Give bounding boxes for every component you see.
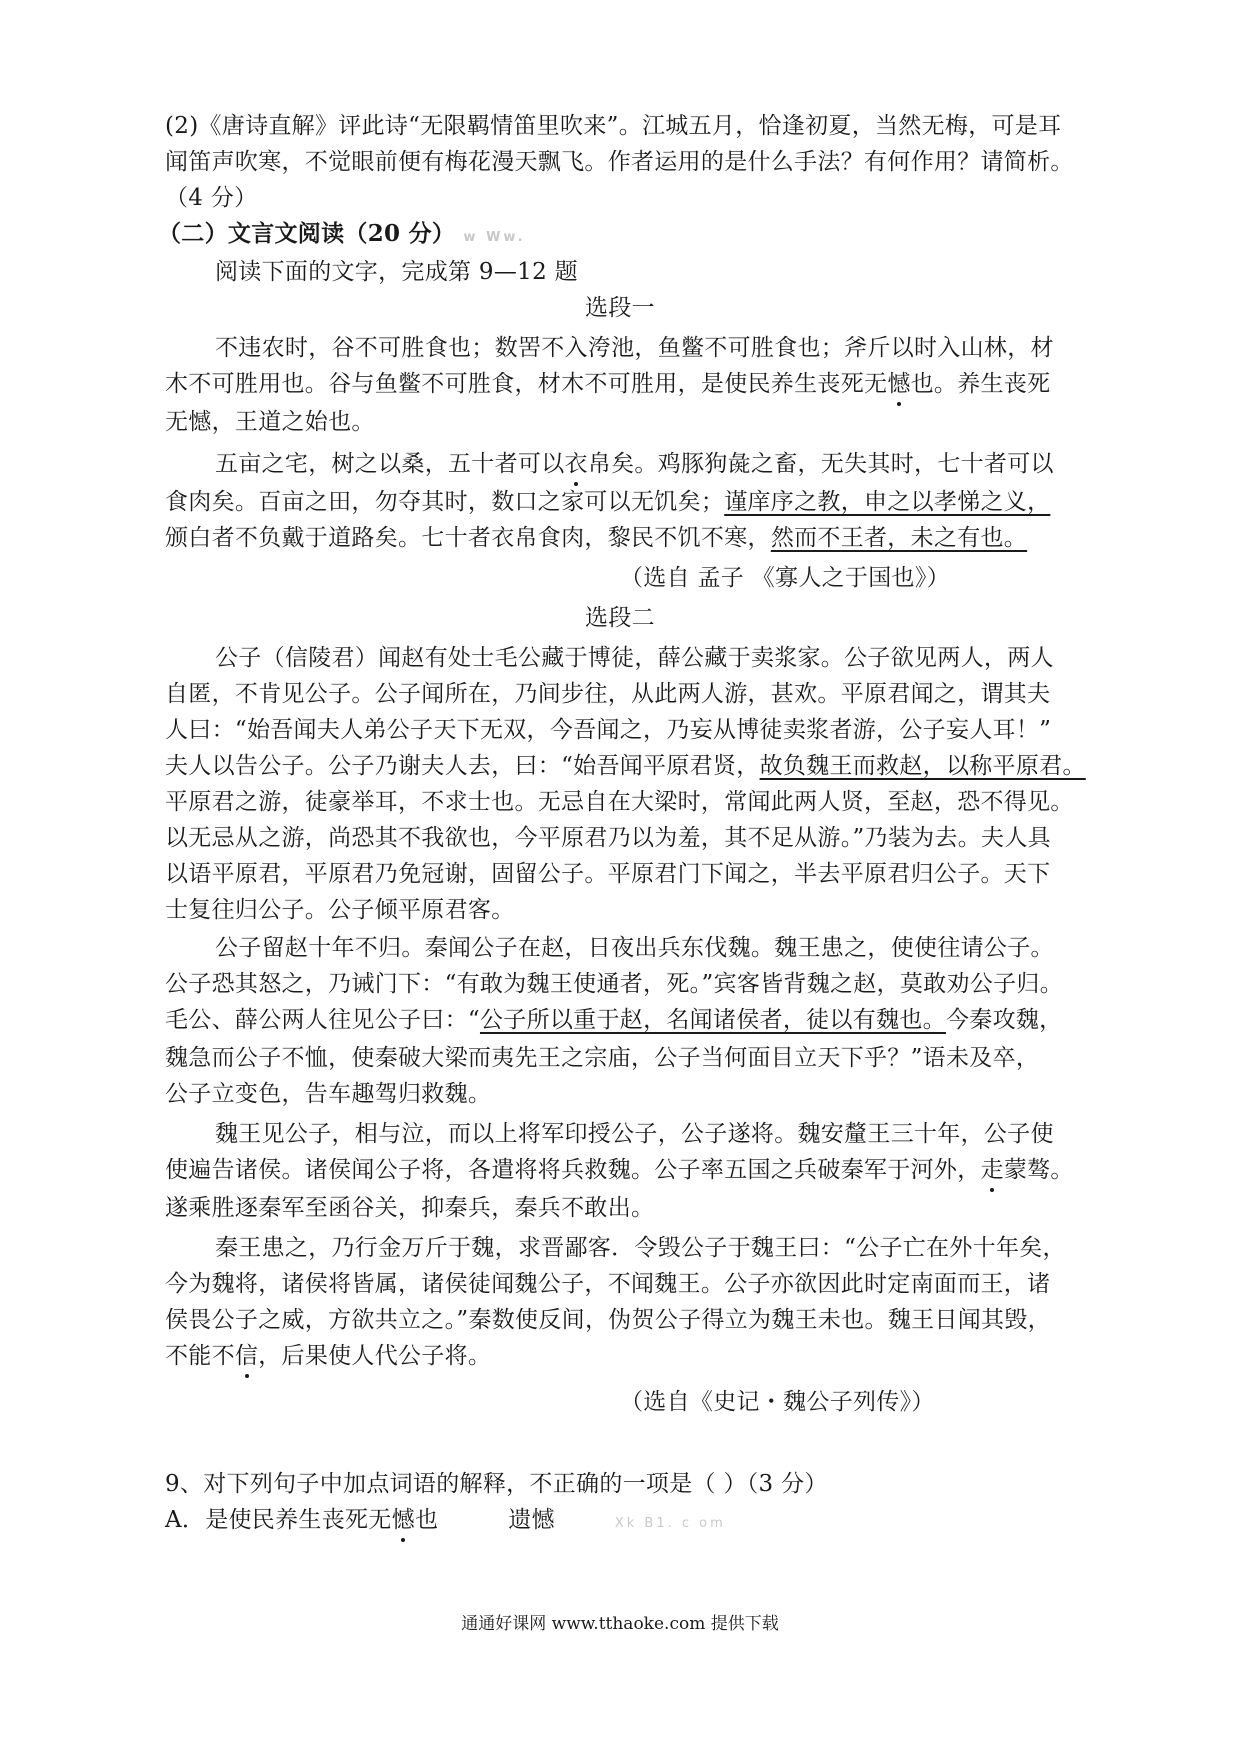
text: 不能不 <box>165 1343 235 1369</box>
text: 今秦攻魏， <box>945 1007 1063 1033</box>
option-answer: 遗憾 <box>508 1507 555 1533</box>
emphasis-dot-word: 走 <box>980 1157 1004 1183</box>
passage-2-title <box>0 600 1240 636</box>
emphasis-dot-word: 憾 <box>887 371 911 397</box>
text: 以无忌从之游，尚恐其不我欲也，今平原君乃以为羞，其不足从游。”乃装为去。夫人具 <box>165 825 1051 851</box>
text: 魏王见公子，相与泣，而以上将军印授公子，公子遂将。魏安釐王三十年，公子使 <box>215 1121 1054 1147</box>
text: （选自《史记・魏公子列传》） <box>620 1389 935 1415</box>
passage-2-line <box>165 676 1105 712</box>
option-text: A．是使民养生丧死无 <box>165 1507 392 1533</box>
text: 闻笛声吹寒，不觉眼前便有梅花漫天飘飞。作者运用的是什么手法？有何作用？请简析。 <box>165 149 1074 175</box>
underlined-sentence: 故负魏王而救赵，以称平原君。 <box>759 753 1086 779</box>
question-8-2-score <box>165 180 1105 216</box>
watermark: Xk B1. c om <box>614 1516 726 1531</box>
text: 阅读下面的文字，完成第 9—12 题 <box>215 259 578 285</box>
passage-2-line <box>165 892 1105 928</box>
text: 蒙骜。 <box>1003 1157 1074 1183</box>
passage-2-line <box>215 1230 1155 1266</box>
heading-text: （二）文言文阅读（20 分） <box>158 220 456 247</box>
passage-2-line <box>165 1338 1105 1374</box>
text: 士复往归公子。公子倾平原君客。 <box>165 897 515 923</box>
text: 不违农时，谷不可胜食也；数罟不入洿池，鱼鳖不可胜食也；斧斤以时入山林，材 <box>215 335 1054 361</box>
text: 人曰：“始吾闻夫人弟公子天下无双，今吾闻之，乃妄从博徒卖浆者游，公子妄人耳！” <box>165 717 1052 743</box>
instruction <box>215 254 1155 290</box>
passage-2-line <box>215 930 1155 966</box>
passage-2-line <box>165 966 1105 1002</box>
emphasis-dot-word: 衣 <box>564 451 588 477</box>
passage-2-line <box>165 1302 1105 1338</box>
text: 食肉矣。百亩之田，勿夺其时，数口之家可以无饥矣； <box>165 489 725 515</box>
text: 秦王患之，乃行金万斤于魏，求晋鄙客．令毁公子于魏王曰：“公子亡在外十年矣， <box>215 1235 1066 1261</box>
text: 今为魏将，诸侯将皆属，诸侯徒闻魏公子，不闻魏王。公子亦欲因此时定南面而王，诸 <box>165 1271 1051 1297</box>
text: （4 分） <box>165 185 258 211</box>
text: 自匿，不肯见公子。公子闻所在，乃间步往，从此两人游，甚欢。平原君闻之，谓其夫 <box>165 681 1051 707</box>
text: 五亩之宅，树之以桑，五十者可以 <box>215 451 565 477</box>
question-9-option-a <box>165 1502 1105 1542</box>
underlined-sentence: 公子所以重于赵，名闻诸侯者，徒以有魏也。 <box>479 1007 946 1033</box>
question-8-2-line-2 <box>165 144 1105 180</box>
passage-2-source <box>620 1384 1080 1420</box>
passage-1-line <box>165 520 1105 556</box>
question-8-2-line-1 <box>165 108 1105 144</box>
text: 公子留赵十年不归。秦闻公子在赵，日夜出兵东伐魏。魏王患之，使使往请公子。 <box>215 935 1054 961</box>
text: 帛矣。鸡豚狗彘之畜，无失其时，七十者可以 <box>587 451 1054 477</box>
text: 9、对下列句子中加点词语的解释，不正确的一项是（ ）（3 分） <box>165 1471 828 1497</box>
passage-2-line <box>165 1190 1105 1226</box>
passage-2-line <box>165 856 1105 892</box>
text: 选段二 <box>585 605 655 631</box>
passage-2-line <box>165 784 1105 820</box>
section-heading <box>158 216 1098 256</box>
emphasis-dot-word: 憾 <box>391 1507 415 1533</box>
passage-2-line <box>165 1152 1105 1188</box>
passage-1-line <box>165 404 1105 440</box>
underlined-sentence: 谨庠序之教，申之以孝悌之义， <box>724 489 1051 515</box>
passage-1-line <box>165 484 1105 520</box>
text: 毛公、薛公两人往见公子曰：“ <box>165 1007 480 1033</box>
text: 颁白者不负戴于道路矣。七十者衣帛食肉，黎民不饥不寒， <box>165 525 771 551</box>
text: 平原君之游，徒豪举耳，不求士也。无忌自在大梁时，常闻此两人贤，至赵，恐不得见。 <box>165 789 1074 815</box>
question-9 <box>165 1466 1105 1502</box>
emphasis-dot-word: 信 <box>234 1343 259 1369</box>
passage-2-line <box>165 1002 1105 1038</box>
passage-1-title <box>0 290 1240 326</box>
page-footer: 通通好课网 www.tthaoke.com 提供下载 <box>461 1614 779 1634</box>
text: 无憾，王道之始也。 <box>165 409 375 435</box>
text: 遂乘胜逐秦军至函谷关，抑秦兵，秦兵不敢出。 <box>165 1195 655 1221</box>
text: 以语平原君，平原君乃免冠谢，固留公子。平原君门下闻之，半去平原君归公子。天下 <box>165 861 1051 887</box>
text: 选段一 <box>585 295 655 321</box>
passage-1-line <box>215 446 1155 482</box>
passage-2-line <box>165 1040 1105 1076</box>
passage-1-line <box>165 366 1105 402</box>
passage-1-source <box>620 560 1080 596</box>
option-text: 也 <box>414 1507 439 1533</box>
passage-2-line <box>215 1116 1155 1152</box>
passage-2-line <box>165 1266 1105 1302</box>
text: 魏急而公子不恤，使秦破大梁而夷先王之宗庙，公子当何面目立天下乎？”语未及卒， <box>165 1045 1040 1071</box>
watermark: w Ww. <box>463 230 526 245</box>
text: ，后果使人代公子将。 <box>258 1343 492 1369</box>
text: 使遍告诸侯。诸侯闻公子将，各遣将将兵救魏。公子率五国之兵破秦军于河外， <box>165 1157 981 1183</box>
text: 公子（信陵君）闻赵有处士毛公藏于博徒，薛公藏于卖浆家。公子欲见两人，两人 <box>215 645 1054 671</box>
text: 木不可胜用也。谷与鱼鳖不可胜食，材木不可胜用，是使民养生丧死无 <box>165 371 888 397</box>
passage-2-line <box>165 820 1105 856</box>
text: 侯畏公子之威，方欲共立之。”秦数使反间，伪贺公子得立为魏王未也。魏王日闻其毁， <box>165 1307 1051 1333</box>
passage-2-line <box>165 748 1105 784</box>
text: 夫人以告公子。公子乃谢夫人去，曰：“始吾闻平原君贤， <box>165 753 760 779</box>
text: 公子恐其怒之，乃诫门下：“有敢为魏王使通者，死。”宾客皆背魏之赵，莫敢劝公子归。 <box>165 971 1064 997</box>
passage-1-line <box>215 330 1155 366</box>
underlined-sentence: 然而不王者，未之有也。 <box>770 525 1028 551</box>
text: （选自 孟子 《寡人之于国也》） <box>620 565 950 591</box>
passage-2-line <box>165 1076 1105 1112</box>
passage-2-line <box>215 640 1155 676</box>
text: 公子立变色，告车趣驾归救魏。 <box>165 1081 492 1107</box>
text: (2)《唐诗直解》评此诗“无限羁情笛里吹来”。江城五月，恰逢初夏，当然无梅，可是耳 <box>165 113 1062 139</box>
passage-2-line <box>165 712 1105 748</box>
text: 也。养生丧死 <box>910 371 1051 397</box>
